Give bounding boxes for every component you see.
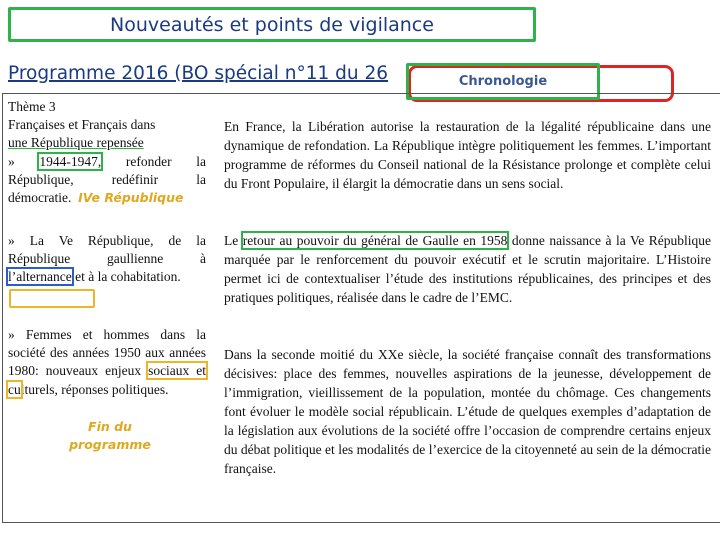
section-3-text-b: lturels, réponses politiques. <box>20 381 169 397</box>
fin-du-programme-label: Fin du programme <box>69 419 151 452</box>
empty-orange-box <box>9 289 95 308</box>
page-title: Nouveautés et points de vigilance <box>110 13 434 36</box>
de-gaulle-highlight: retour au pouvoir du général de Gaulle en 1958 <box>242 233 508 248</box>
section-2-text-a: » La Ve République, de la République gaullienne à <box>8 233 206 267</box>
section-ve-republique <box>8 232 206 287</box>
paragraph-liberation: En France, la Libération autorise la restauration de la légalité républicaine dans une dynamique de refondation. La République intègre politiquement les femmes. L’important programme de réformes du Conseil national de la Résistance prolonge et complète celui du Front Populaire, il élargit la démocratie dans un sens social. <box>224 119 711 191</box>
paragraph-2-text-a: Le <box>224 233 243 248</box>
theme-number: Thème 3 <box>8 99 56 114</box>
ive-republique-tag: IVe République <box>78 190 184 206</box>
theme-title-line-2: une République repensée <box>8 135 144 151</box>
section-bullet: » <box>8 153 40 169</box>
theme-block <box>8 98 206 207</box>
section-femmes-hommes <box>8 326 206 399</box>
alternance-highlight: l’alternance <box>8 269 72 285</box>
program-subtitle: Programme 2016 (BO spécial n°11 du 26 <box>8 63 389 84</box>
chronologie-label: Chronologie <box>458 74 548 89</box>
paragraph-de-gaulle <box>224 231 711 307</box>
title-box <box>8 7 536 42</box>
theme-title-line-1: Françaises et Français dans <box>8 117 156 133</box>
section-1944-1947 <box>8 153 206 208</box>
section-1-text: refonder la République, redéfinir la démocratie. <box>8 153 206 206</box>
paragraph-societe: Dans la seconde moitié du XXe siècle, la société française connaît des transformations décisives: place des femmes, nouvelles aspirations de la jeunesse, développement de l’immigration, vieillissement de la population, montée du chômage. Ces changements font évoluer le modèle social républicain. L’étude de quelques exemples d’adaptation de la législation aux évolutions de la société offre l’occasion de comprendre certains enjeux du débat politique et les modalités de l’exercice de la citoyenneté au sein de la démocratie française. <box>224 347 711 476</box>
dates-highlight: 1944-1947, <box>39 153 102 169</box>
section-3-text-a: » Femmes et hommes dans la société des années 1950 aux années 1980: nouveaux enjeux <box>8 327 206 379</box>
paragraph-2-text-b: donne naissance à la Ve République marquée par le renforcement du pouvoir exécutif et le scrutin majoritaire. L’Histoire permet ici de contextualiser l’étude des institutions républicaines, des principes et des pratiques politiques, réalisée dans le cadre de l’EMC. <box>224 233 711 305</box>
sociaux-highlight: sociaux et cu <box>8 363 206 397</box>
section-2-text-b: et à la cohabitation. <box>71 269 181 285</box>
